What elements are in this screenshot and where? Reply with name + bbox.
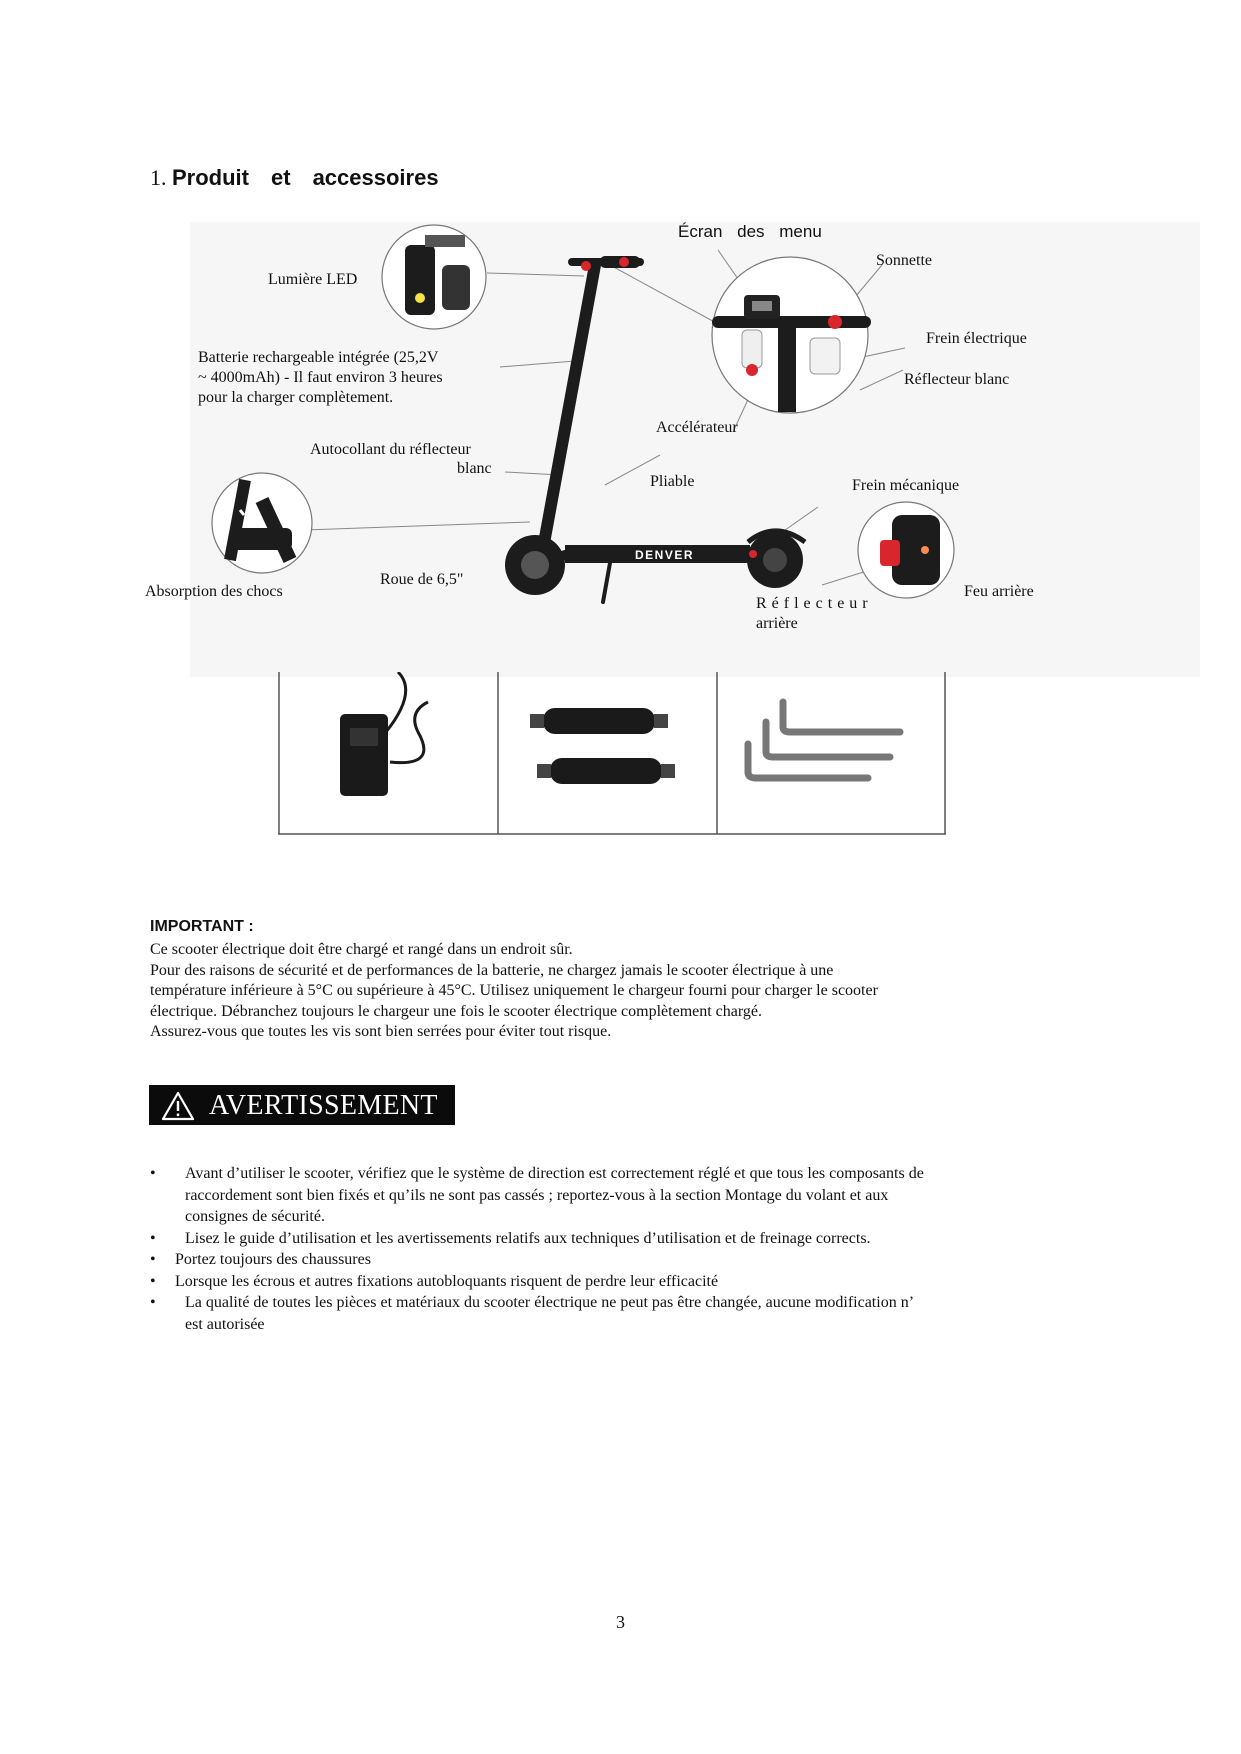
list-item-line: raccordement sont bien fixés et qu’ils ne sont pas cassés ; reportez-vous à la section Montage du volant et aux [185, 1186, 889, 1204]
label-battery-line-1: Batterie rechargeable intégrée (25,2V [198, 349, 439, 366]
bullet-icon: • [150, 1294, 156, 1311]
important-title: IMPORTANT : [150, 918, 254, 935]
list-item-line: consignes de sécurité. [185, 1208, 325, 1225]
led-light-zoom-circle [382, 225, 486, 329]
list-item [150, 1249, 1020, 1271]
label-wheel-size: Roue de 6,5" [380, 571, 464, 588]
label-menu-screen: Écran des menu [678, 222, 822, 241]
section-heading [150, 165, 439, 191]
scooter-illustration [0, 210, 1241, 680]
scooter-logo [635, 548, 694, 562]
label-electric-brake: Frein électrique [926, 330, 1027, 347]
warning-label: AVERTISSEMENT [209, 1090, 438, 1121]
label-reflector-sticker-line-2: blanc [457, 460, 492, 477]
important-line: électrique. Débranchez toujours le chargeur une fois le scooter électrique complètement chargé. [150, 1002, 763, 1020]
list-item-line: Lisez le guide d’utilisation et les avertissements relatifs aux techniques d’utilisation et de freinage corrects. [185, 1229, 871, 1247]
product-figure [0, 210, 1241, 680]
label-rear-reflector-line-1: Réflecteur [756, 595, 873, 612]
list-item [150, 1163, 1020, 1228]
bullet-icon: • [150, 1251, 156, 1268]
label-battery-line-2: ~ 4000mAh) - Il faut environ 3 heures [198, 369, 443, 386]
label-shock-absorption: Absorption des chocs [145, 583, 283, 600]
label-reflector-sticker-line-1: Autocollant du réflecteur [310, 441, 471, 458]
section-number: 1. [150, 165, 167, 190]
important-line: Pour des raisons de sécurité et de performances de la batterie, ne chargez jamais le scooter électrique à une [150, 961, 834, 979]
section-title-word-1: Produit [172, 165, 249, 190]
label-foldable: Pliable [650, 473, 695, 490]
label-mechanical-brake: Frein mécanique [852, 477, 960, 494]
list-item-line: Lorsque les écrous et autres fixations autobloquants risquent de perdre leur efficacité [175, 1272, 719, 1290]
charger-icon [340, 672, 428, 796]
section-title-word-3: accessoires [312, 165, 439, 190]
warning-triangle-icon [161, 1091, 195, 1121]
handle-grips-icon [530, 708, 675, 784]
suspension-zoom-circle [212, 473, 312, 573]
hex-keys-icon [748, 702, 900, 778]
important-line: Assurez-vous que toutes les vis sont bien serrées pour éviter tout risque. [150, 1023, 612, 1040]
warning-banner [149, 1085, 455, 1125]
list-item [150, 1271, 1020, 1293]
label-accelerator: Accélérateur [656, 419, 738, 436]
page-number: 3 [616, 1612, 625, 1632]
label-bell: Sonnette [876, 252, 932, 269]
bullet-icon: • [150, 1229, 156, 1247]
important-line: température inférieure à 5°C ou supérieure à 45°C. Utilisez uniquement le chargeur fourni pour charger le scooter [150, 982, 878, 999]
svg-text:DENVER: DENVER [635, 548, 695, 562]
label-rear-light: Feu arrière [964, 583, 1034, 600]
list-item-line: La qualité de toutes les pièces et matériaux du scooter électrique ne peut pas être changée, aucune modification n’ [185, 1294, 915, 1311]
rear-light-zoom-circle [858, 502, 954, 598]
warning-list [150, 1163, 1020, 1335]
label-rear-reflector-line-2: arrière [756, 615, 798, 632]
important-line: Ce scooter électrique doit être chargé et rangé dans un endroit sûr. [150, 941, 573, 958]
label-battery-line-3: pour la charger complètement. [198, 389, 394, 406]
label-white-reflector: Réflecteur blanc [904, 371, 1010, 388]
bullet-icon: • [150, 1272, 156, 1290]
section-title-word-2: et [271, 165, 291, 190]
handlebar-zoom-circle [712, 257, 868, 413]
list-item [150, 1292, 1020, 1335]
list-item-line: est autorisée [185, 1315, 265, 1333]
list-item [150, 1228, 1020, 1250]
important-body [150, 940, 1010, 1043]
list-item-line: Avant d’utiliser le scooter, vérifiez que le système de direction est correctement réglé et que tous les composants de [185, 1165, 924, 1182]
label-led-light: Lumière LED [268, 271, 358, 288]
accessories-illustration [278, 672, 946, 836]
accessories-panel [278, 672, 946, 836]
list-item-line: Portez toujours des chaussures [175, 1251, 371, 1268]
bullet-icon: • [150, 1165, 156, 1182]
